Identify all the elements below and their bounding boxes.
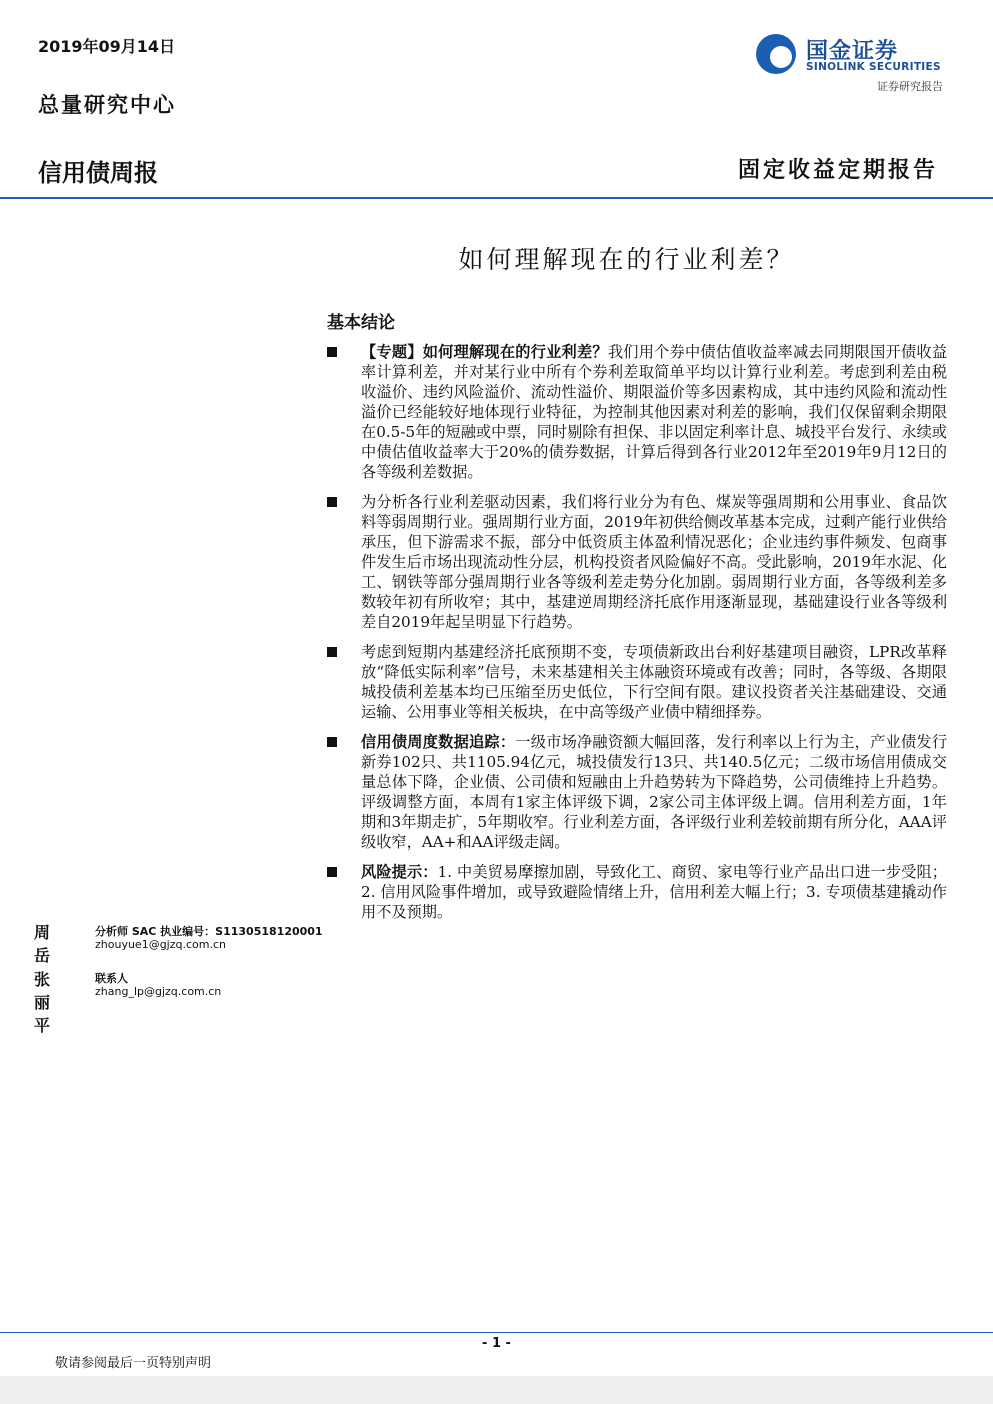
- page-bottom-band: [0, 1376, 993, 1404]
- footer-divider: [0, 1332, 993, 1333]
- square-bullet-icon: [327, 737, 337, 747]
- logo-subtitle: 证券研究报告: [877, 80, 943, 93]
- square-bullet-icon: [327, 497, 337, 507]
- analyst-name: 周岳: [34, 923, 51, 965]
- analyst-name: 张丽平: [34, 970, 51, 1035]
- square-bullet-icon: [327, 647, 337, 657]
- report-series: 信用债周报: [38, 159, 158, 187]
- list-item: [327, 732, 947, 852]
- section-heading: 基本结论: [327, 313, 395, 333]
- report-type: 固定收益定期报告: [737, 157, 938, 183]
- header-divider: [0, 197, 993, 199]
- bullet-text: 为分析各行业利差驱动因素，我们将行业分为有色、煤炭等强周期和公用事业、食品饮料等弱周期行业。强周期行业方面，2019年初供给侧改革基本完成，过剩产能行业供给承压，但下游需求不振，部分中低资质主体盈利情况恶化；企业违约事件频发、包商事件发生后市场出现流动性分层，机构投资者风险偏好不高。受此影响，2019年水泥、化工、钢铁等部分强周期行业各等级利差走势分化加剧。弱周期行业方面，各等级利差多数较年初有所收窄；其中，基建逆周期经济托底作用逐渐显现，基础建设行业各等级利差自2019年起呈明显下行趋势。: [361, 493, 947, 631]
- analyst-email[interactable]: zhouyue1@gjzq.com.cn: [95, 938, 226, 951]
- square-bullet-icon: [327, 867, 337, 877]
- analyst-role: 分析师 SAC 执业编号：S1130518120001: [95, 925, 323, 938]
- analyst-email[interactable]: zhang_lp@gjzq.com.cn: [95, 985, 222, 998]
- report-date: 2019年09月14日: [38, 37, 176, 56]
- bullet-text: 考虑到短期内基建经济托底预期不变，专项债新政出台利好基建项目融资，LPR改革释放“降低实际利率”信号，未来基建相关主体融资环境或有改善；同时，各等级、各期限城投债利差基本均已压缩至历史低位，下行空间有限。建议投资者关注基础建设、交通运输、公用事业等相关板块，在中高等级产业债中精细择券。: [361, 643, 947, 721]
- logo-mark-icon: [756, 34, 796, 74]
- bullet-lead: 【专题】如何理解现在的行业利差？: [361, 343, 608, 361]
- bullet-text: 1. 中美贸易摩擦加剧，导致化工、商贸、家电等行业产品出口进一步受阻；2. 信用风险事件增加，或导致避险情绪上升，信用利差大幅上行；3. 专项债基建撬动作用不及预期。: [361, 863, 947, 921]
- company-logo: [752, 30, 947, 78]
- research-center-name: 总量研究中心: [38, 92, 176, 117]
- conclusion-list: [327, 342, 947, 932]
- square-bullet-icon: [327, 347, 337, 357]
- list-item: [327, 862, 947, 922]
- bullet-lead: 风险提示：: [361, 863, 438, 881]
- bullet-text: 我们用个券中债估值收益率减去同期限国开债收益率计算利差，并对某行业中所有个券利差取简单平均以计算行业利差。考虑到利差由税收溢价、违约风险溢价、流动性溢价、期限溢价等多因素构成，其中违约风险和流动性溢价已经能较好地体现行业特征，为控制其他因素对利差的影响，我们仅保留剩余期限在0.5-5年的短融或中票，同时剔除有担保、非以固定利率计息、城投平台发行、永续或中债估值收益率大于20%的债券数据，计算后得到各行业2012年至2019年9月12日的各等级利差数据。: [361, 343, 948, 481]
- logo-name-cn: 国金证券: [806, 39, 899, 64]
- analyst-role: 联系人: [95, 972, 128, 985]
- list-item: [327, 642, 947, 722]
- bullet-lead: 信用债周度数据追踪：: [361, 733, 516, 751]
- report-title: 如何理解现在的行业利差？: [458, 245, 795, 274]
- bullet-text: 一级市场净融资额大幅回落，发行利率以上行为主，产业债发行新券102只、共1105.94亿元，城投债发行13只、共140.5亿元；二级市场信用债成交量总体下降，企业债、公司债和短融由上升趋势转为下降趋势，公司债维持上升趋势。评级调整方面，本周有1家主体评级下调，2家公司主体评级上调。信用利差方面，1年期和3年期走扩，5年期收窄。行业利差方面，各评级行业利差较前期有所分化，AAA评级收窄，AA+和AA评级走阔。: [361, 733, 948, 851]
- footer-disclaimer: 敬请参阅最后一页特别声明: [55, 1356, 212, 1371]
- list-item: [327, 492, 947, 632]
- page-number: - 1 -: [482, 1336, 511, 1351]
- list-item: [327, 342, 947, 482]
- logo-name-en: SINOLINK SECURITIES: [806, 61, 941, 73]
